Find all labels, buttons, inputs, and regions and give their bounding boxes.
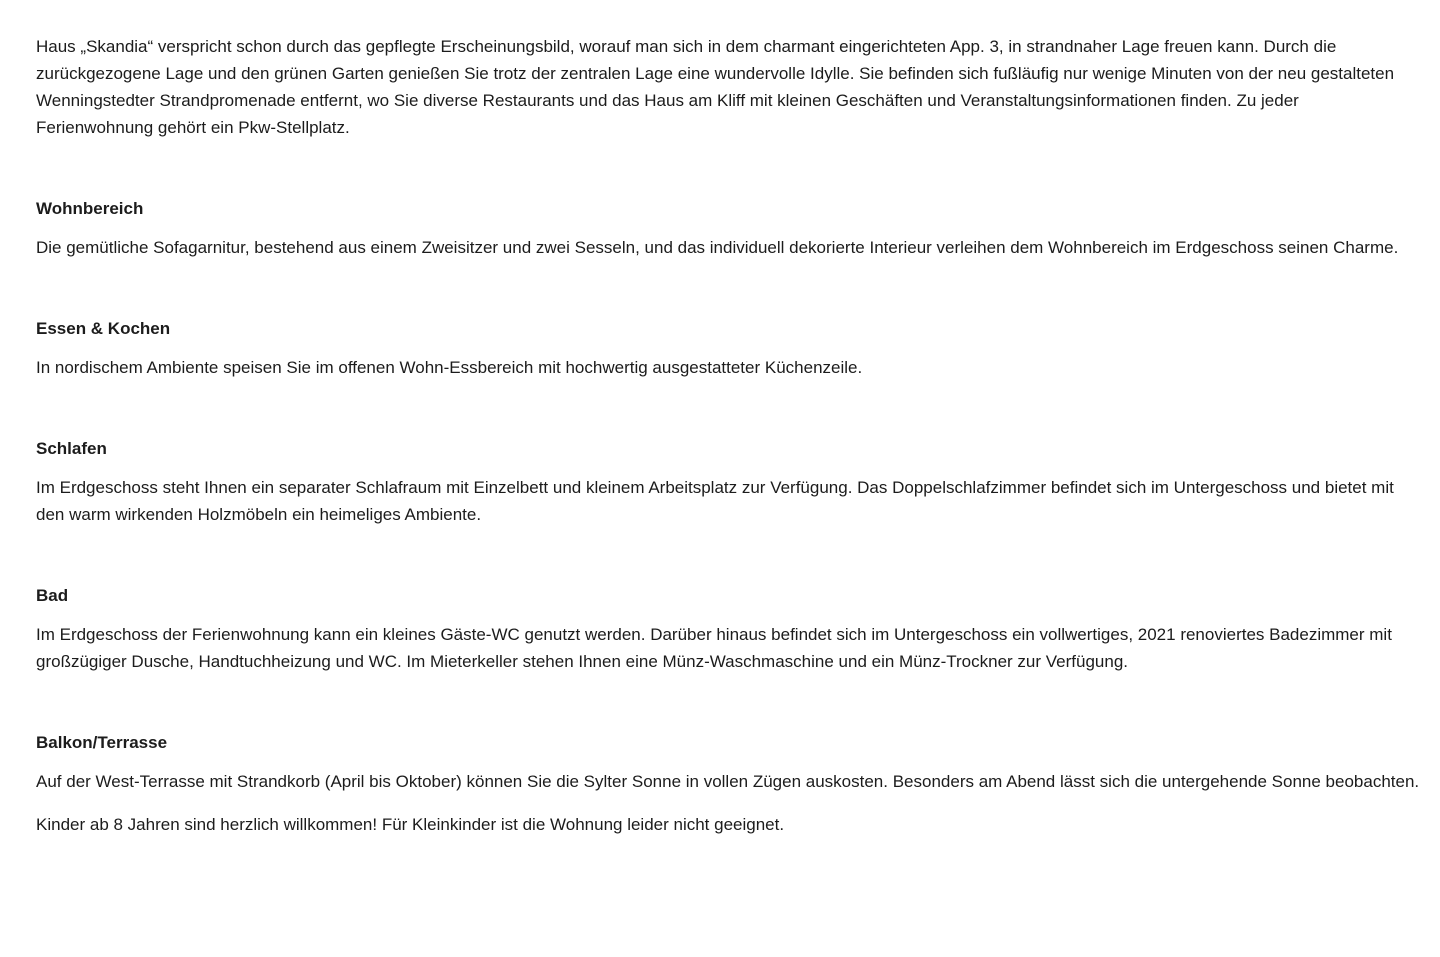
section-paragraph: Die gemütliche Sofagarnitur, bestehend aus einem Zweisitzer und zwei Sesseln, und das individuell dekorierte Interieur verleihen dem Wohnbereich im Erdgeschoss seinen Charme. [36,238,1399,257]
section-essen-kochen [36,315,1420,381]
section-paragraph: Auf der West-Terrasse mit Strandkorb (April bis Oktober) können Sie die Sylter Sonne in vollen Zügen auskosten. Besonders am Abend lässt sich die untergehende Sonne beobachten. [36,772,1420,791]
children-note-paragraph: Kinder ab 8 Jahren sind herzlich willkommen! Für Kleinkinder ist die Wohnung leider nicht geeignet. [36,815,785,834]
section-bad [36,582,1420,675]
section-paragraph: In nordischem Ambiente speisen Sie im offenen Wohn-Essbereich mit hochwertig ausgestatteter Küchenzeile. [36,358,863,377]
section-heading-schlafen: Schlafen [36,439,107,458]
section-paragraph: Im Erdgeschoss der Ferienwohnung kann ein kleines Gäste-WC genutzt werden. Darüber hinaus befindet sich im Untergeschoss ein vollwertiges, 2021 renoviertes Badezimmer mit großzügiger Dusche, Handtuchheizung und WC. Im Mieterkeller stehen Ihnen eine Münz-Waschmaschine und ein Münz-Trockner zur Verfügung. [36,625,1392,671]
section-heading-bad: Bad [36,586,69,605]
section-schlafen [36,435,1420,528]
section-heading-wohnbereich: Wohnbereich [36,199,144,218]
intro-paragraph: Haus „Skandia“ verspricht schon durch das gepflegte Erscheinungsbild, worauf man sich in dem charmant eingerichteten App. 3, in strandnaher Lage freuen kann. Durch die zurückgezogene Lage und den grünen Garten genießen Sie trotz der zentralen Lage eine wundervolle Idylle. Sie befinden sich fußläufig nur wenige Minuten von der neu gestalteten Wenningstedter Strandpromenade entfernt, wo Sie diverse Restaurants und das Haus am Kliff mit kleinen Geschäften und Veranstaltungsinformationen finden. Zu jeder Ferienwohnung gehört ein Pkw-Stellplatz. [36,37,1395,137]
section-balkon-terrasse [36,729,1420,838]
section-wohnbereich [36,195,1420,261]
section-heading-balkon-terrasse: Balkon/Terrasse [36,733,168,752]
section-paragraph: Im Erdgeschoss steht Ihnen ein separater Schlafraum mit Einzelbett und kleinem Arbeitsplatz zur Verfügung. Das Doppelschlafzimmer befindet sich im Untergeschoss und bietet mit den warm wirkenden Holzmöbeln ein heimeliges Ambiente. [36,478,1394,524]
section-heading-essen-kochen: Essen & Kochen [36,319,171,338]
